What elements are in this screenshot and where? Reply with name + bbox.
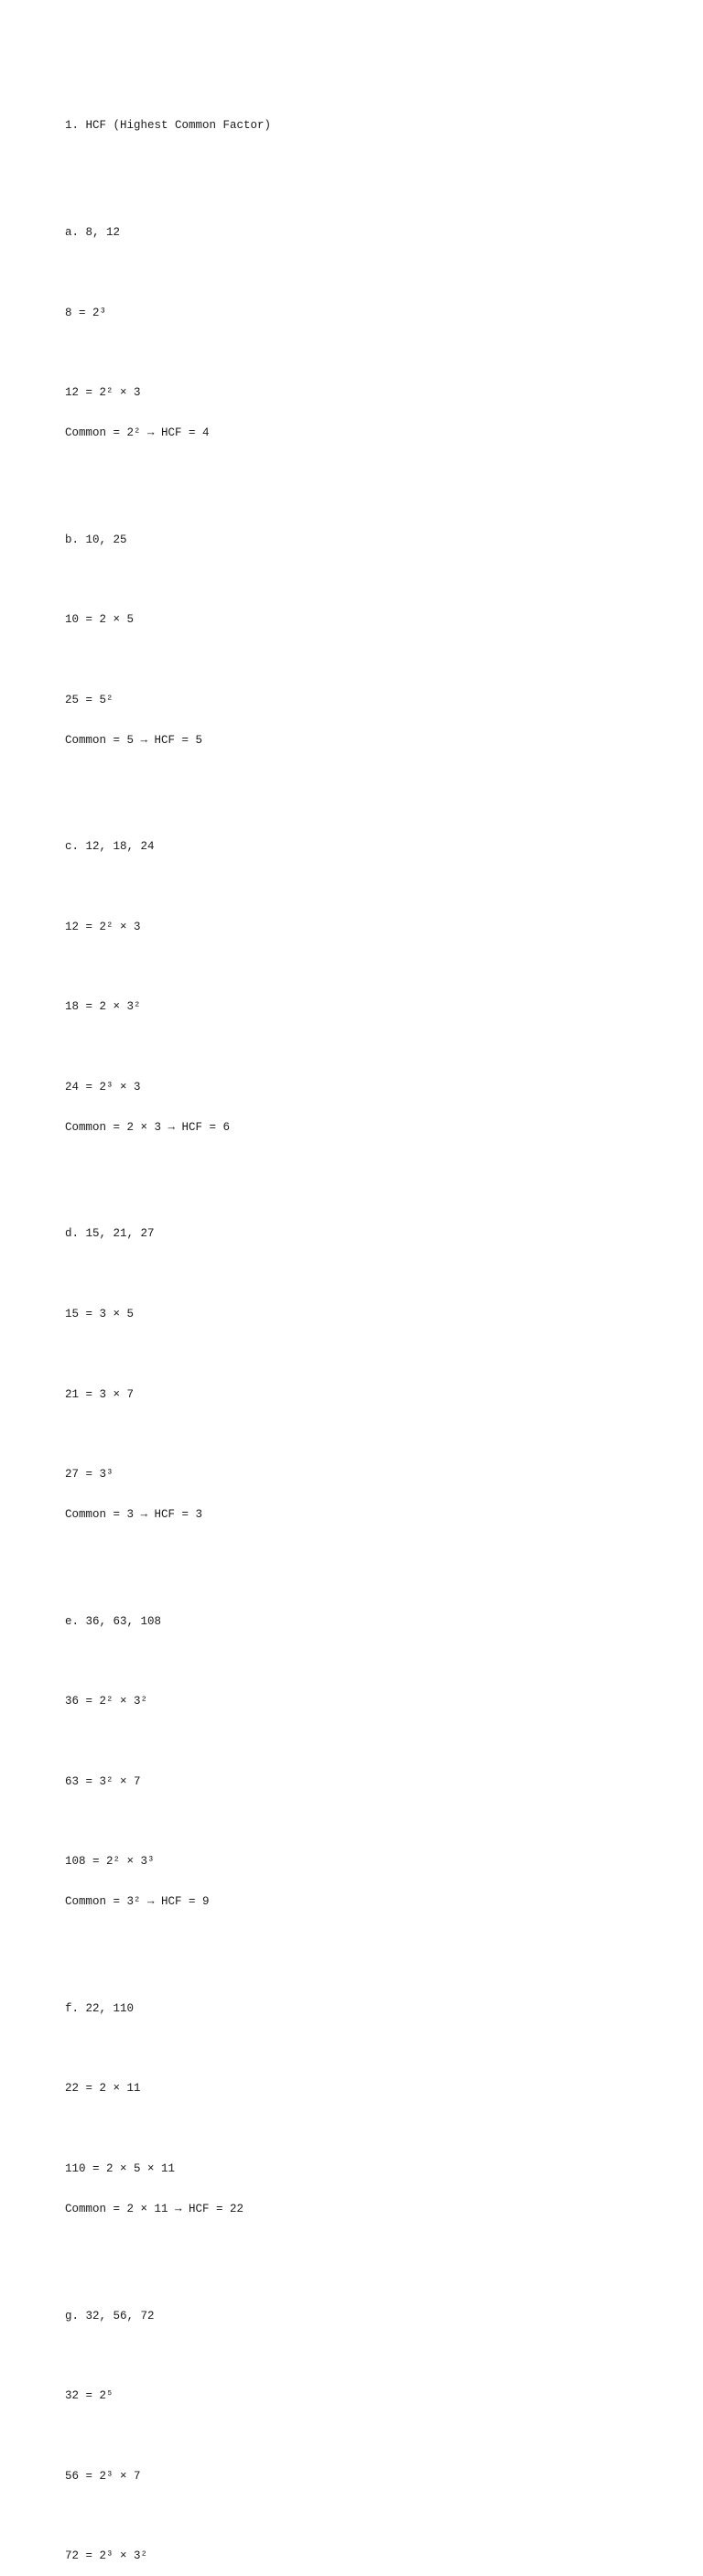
factorization-line: 36 = 2² × 3² [65, 1695, 148, 1708]
result-line: Common = 3² → HCF = 9 [65, 1895, 210, 1909]
spacer [65, 2243, 651, 2257]
factorization-line: 12 = 2² × 3 [65, 920, 141, 933]
problem-label: c. 12, 18, 24 [65, 840, 155, 854]
spacer [65, 1267, 651, 1281]
spacer [65, 1935, 651, 1949]
factorization-line: 15 = 3 × 5 [65, 1308, 135, 1321]
factorization-line: 32 = 2⁵ [65, 2389, 114, 2403]
result-line: Common = 2² → HCF = 4 [65, 426, 210, 439]
spacer [65, 1161, 651, 1175]
spacer [65, 961, 651, 975]
spacer [65, 2349, 651, 2363]
spacer [65, 266, 651, 280]
spacer [65, 1428, 651, 1441]
factorization-line: 27 = 3³ [65, 1468, 114, 1482]
spacer [65, 1654, 651, 1668]
document-body [65, 92, 651, 2576]
problem-label: a. 8, 12 [65, 225, 121, 239]
factorization-line: 72 = 2³ × 3² [65, 2549, 148, 2563]
spacer [65, 1816, 651, 1829]
factorization-line: 110 = 2 × 5 × 11 [65, 2162, 176, 2176]
factorization-line: 18 = 2 × 3² [65, 1000, 141, 1014]
problem-label: b. 10, 25 [65, 533, 127, 546]
problem-label: e. 36, 63, 108 [65, 1614, 162, 1628]
factorization-line: 8 = 2³ [65, 306, 107, 319]
spacer [65, 1348, 651, 1362]
factorization-line: 21 = 3 × 7 [65, 1387, 135, 1401]
spacer [65, 1735, 651, 1749]
result-line: Common = 2 × 3 → HCF = 6 [65, 1120, 231, 1134]
factorization-line: 108 = 2² × 3³ [65, 1855, 155, 1869]
factorization-line: 12 = 2² × 3 [65, 386, 141, 400]
problem-label: g. 32, 56, 72 [65, 2309, 155, 2323]
factorization-line: 10 = 2 × 5 [65, 613, 135, 627]
factorization-line: 56 = 2³ × 7 [65, 2469, 141, 2483]
spacer [65, 1548, 651, 1562]
factorization-line: 63 = 3² × 7 [65, 1774, 141, 1788]
problem-label: f. 22, 110 [65, 2001, 135, 2015]
spacer [65, 880, 651, 894]
spacer [65, 653, 651, 667]
factorization-line: 22 = 2 × 11 [65, 2082, 141, 2096]
spacer [65, 346, 651, 360]
spacer [65, 573, 651, 587]
spacer [65, 2430, 651, 2443]
section-heading: 1. HCF (Highest Common Factor) [65, 119, 272, 133]
spacer [65, 1040, 651, 1054]
spacer [65, 2509, 651, 2523]
spacer [65, 159, 651, 173]
spacer [65, 467, 651, 480]
factorization-line: 25 = 5² [65, 693, 114, 706]
result-line: Common = 5 → HCF = 5 [65, 733, 203, 747]
result-line: Common = 3 → HCF = 3 [65, 1507, 203, 1521]
spacer [65, 2042, 651, 2056]
result-line: Common = 2 × 11 → HCF = 22 [65, 2202, 244, 2215]
factorization-line: 24 = 2³ × 3 [65, 1080, 141, 1094]
problem-label: d. 15, 21, 27 [65, 1227, 155, 1241]
spacer [65, 773, 651, 787]
spacer [65, 2122, 651, 2136]
